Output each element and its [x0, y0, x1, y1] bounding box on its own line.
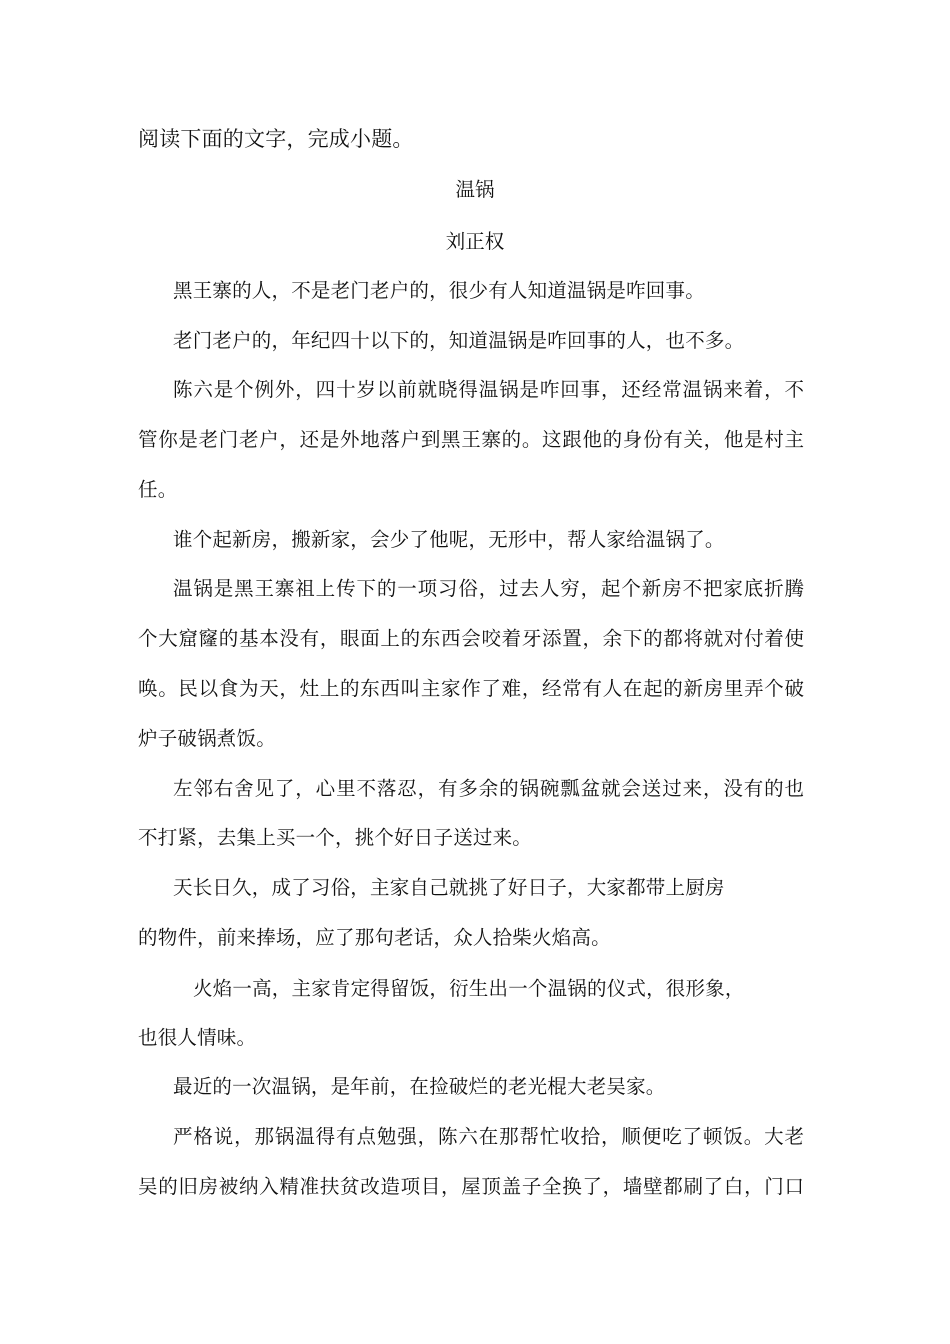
paragraph-line: 任。 — [138, 478, 178, 501]
paragraph-line: 不打紧，去集上买一个，挑个好日子送过来。 — [138, 826, 533, 849]
paragraph-line: 最近的一次温锅，是年前，在捡破烂的老光棍大老吴家。 — [173, 1075, 666, 1098]
reading-instruction: 阅读下面的文字，完成小题。 — [138, 127, 414, 151]
paragraph-line: 个大窟窿的基本没有，眼面上的东西会咬着牙添置，余下的都将就对付着使 — [138, 627, 804, 650]
paragraph-line: 也很人情味。 — [138, 1026, 257, 1049]
paragraph-line: 火焰一高，主家肯定得留饭，衍生出一个温锅的仪式，很形象， — [193, 977, 745, 1000]
paragraph-line: 老门老户的，年纪四十以下的，知道温锅是咋回事的人，也不多。 — [173, 329, 745, 352]
article-author: 刘正权 — [445, 230, 505, 253]
paragraph-line: 陈六是个例外，四十岁以前就晓得温锅是咋回事，还经常温锅来着，不 — [173, 378, 804, 401]
paragraph-line: 唤。民以食为天，灶上的东西叫主家作了难，经常有人在起的新房里弄个破 — [138, 677, 804, 700]
paragraph-line: 严格说，那锅温得有点勉强，陈六在那帮忙收拾，顺便吃了顿饭。大老 — [173, 1125, 804, 1148]
article-title: 温锅 — [455, 178, 495, 201]
paragraph-line: 的物件，前来捧场，应了那句老话，众人拾柴火焰高。 — [138, 926, 611, 949]
paragraph-line: 吴的旧房被纳入精准扶贫改造项目，屋顶盖子全换了，墙壁都刷了白，门口 — [138, 1175, 804, 1198]
paragraph-line: 管你是老门老户，还是外地落户到黑王寨的。这跟他的身份有关，他是村主 — [138, 428, 804, 451]
paragraph-line: 炉子破锅煮饭。 — [138, 727, 276, 750]
paragraph-line: 黑王寨的人，不是老门老户的，很少有人知道温锅是咋回事。 — [173, 279, 705, 302]
paragraph-line: 温锅是黑王寨祖上传下的一项习俗，过去人穷，起个新房不把家底折腾 — [173, 577, 804, 600]
paragraph-line: 谁个起新房，搬新家，会少了他呢，无形中，帮人家给温锅了。 — [173, 528, 725, 551]
paragraph-line: 天长日久，成了习俗，主家自己就挑了好日子，大家都带上厨房 — [173, 876, 725, 899]
paragraph-line: 左邻右舍见了，心里不落忍，有多余的锅碗瓢盆就会送过来，没有的也 — [173, 777, 804, 800]
